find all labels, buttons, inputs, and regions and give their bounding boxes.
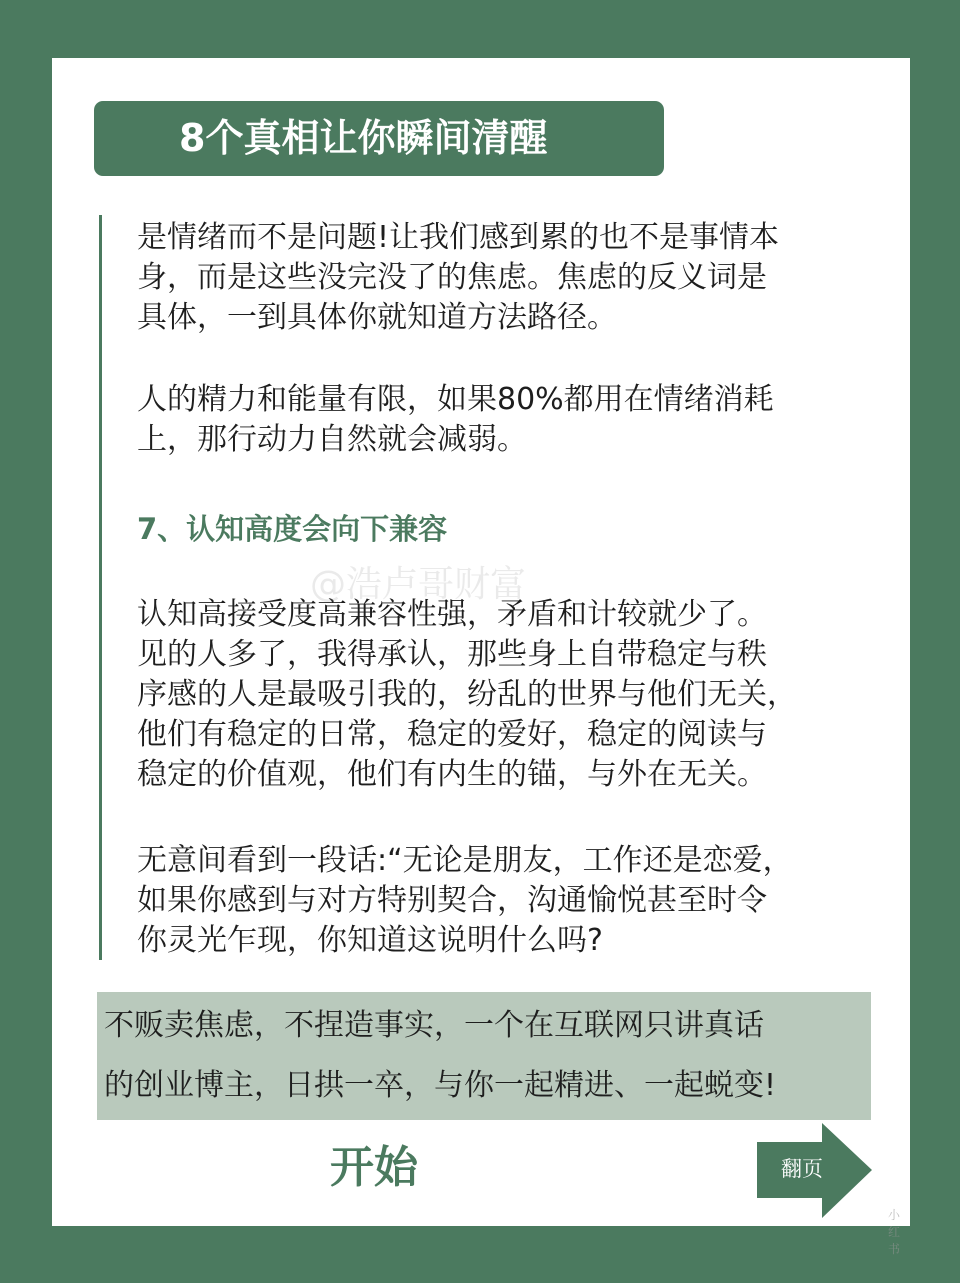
section-heading: 7、认知高度会向下兼容 — [137, 512, 448, 546]
paragraph-line: 具体，一到具体你就知道方法路径。 — [137, 300, 617, 335]
paragraph-line: 身，而是这些没完没了的焦虑。焦虑的反义词是 — [137, 260, 767, 295]
platform-mark: 小红书 — [888, 1208, 901, 1256]
paragraph-line: 见的人多了，我得承认，那些身上自带稳定与秩 — [137, 637, 767, 672]
paragraph-line: 上，那行动力自然就会减弱。 — [137, 422, 527, 457]
paragraph-line: 无意间看到一段话:“无论是朋友，工作还是恋爱， — [137, 843, 793, 878]
paragraph-3 — [137, 595, 877, 795]
watermark: @浩卢哥财富 — [310, 564, 527, 605]
paragraph-1 — [137, 218, 877, 338]
next-page-label: 翻页 — [781, 1157, 823, 1181]
page-title: 8个真相让你瞬间清醒 — [94, 101, 664, 176]
next-page-button[interactable] — [757, 1123, 872, 1218]
paragraph-line: 认知高接受度高兼容性强，矛盾和计较就少了。 — [137, 597, 767, 632]
paragraph-4 — [137, 841, 877, 961]
paragraph-2 — [137, 380, 877, 460]
start-label: 开始 — [330, 1142, 418, 1193]
content-side-bar — [99, 215, 102, 960]
paragraph-line: 是情绪而不是问题!让我们感到累的也不是事情本 — [137, 220, 780, 255]
paragraph-line: 他们有稳定的日常，稳定的爱好，稳定的阅读与 — [137, 717, 767, 752]
paragraph-line: 序感的人是最吸引我的，纷乱的世界与他们无关， — [137, 677, 797, 712]
paragraph-line: 人的精力和能量有限，如果80%都用在情绪消耗 — [137, 382, 774, 417]
content-card — [52, 58, 910, 1256]
paragraph-line: 稳定的价值观，他们有内生的锚，与外在无关。 — [137, 757, 767, 792]
paragraph-line: 如果你感到与对方特别契合，沟通愉悦甚至时令 — [137, 883, 767, 918]
paragraph-line: 你灵光乍现，你知道这说明什么吗? — [137, 923, 603, 958]
bio-line: 的创业博主，日拱一卒，与你一起精进、一起蜕变! — [104, 1068, 777, 1103]
author-bio-box — [97, 992, 871, 1120]
bio-line: 不贩卖焦虑，不捏造事实，一个在互联网只讲真话 — [104, 1008, 764, 1043]
